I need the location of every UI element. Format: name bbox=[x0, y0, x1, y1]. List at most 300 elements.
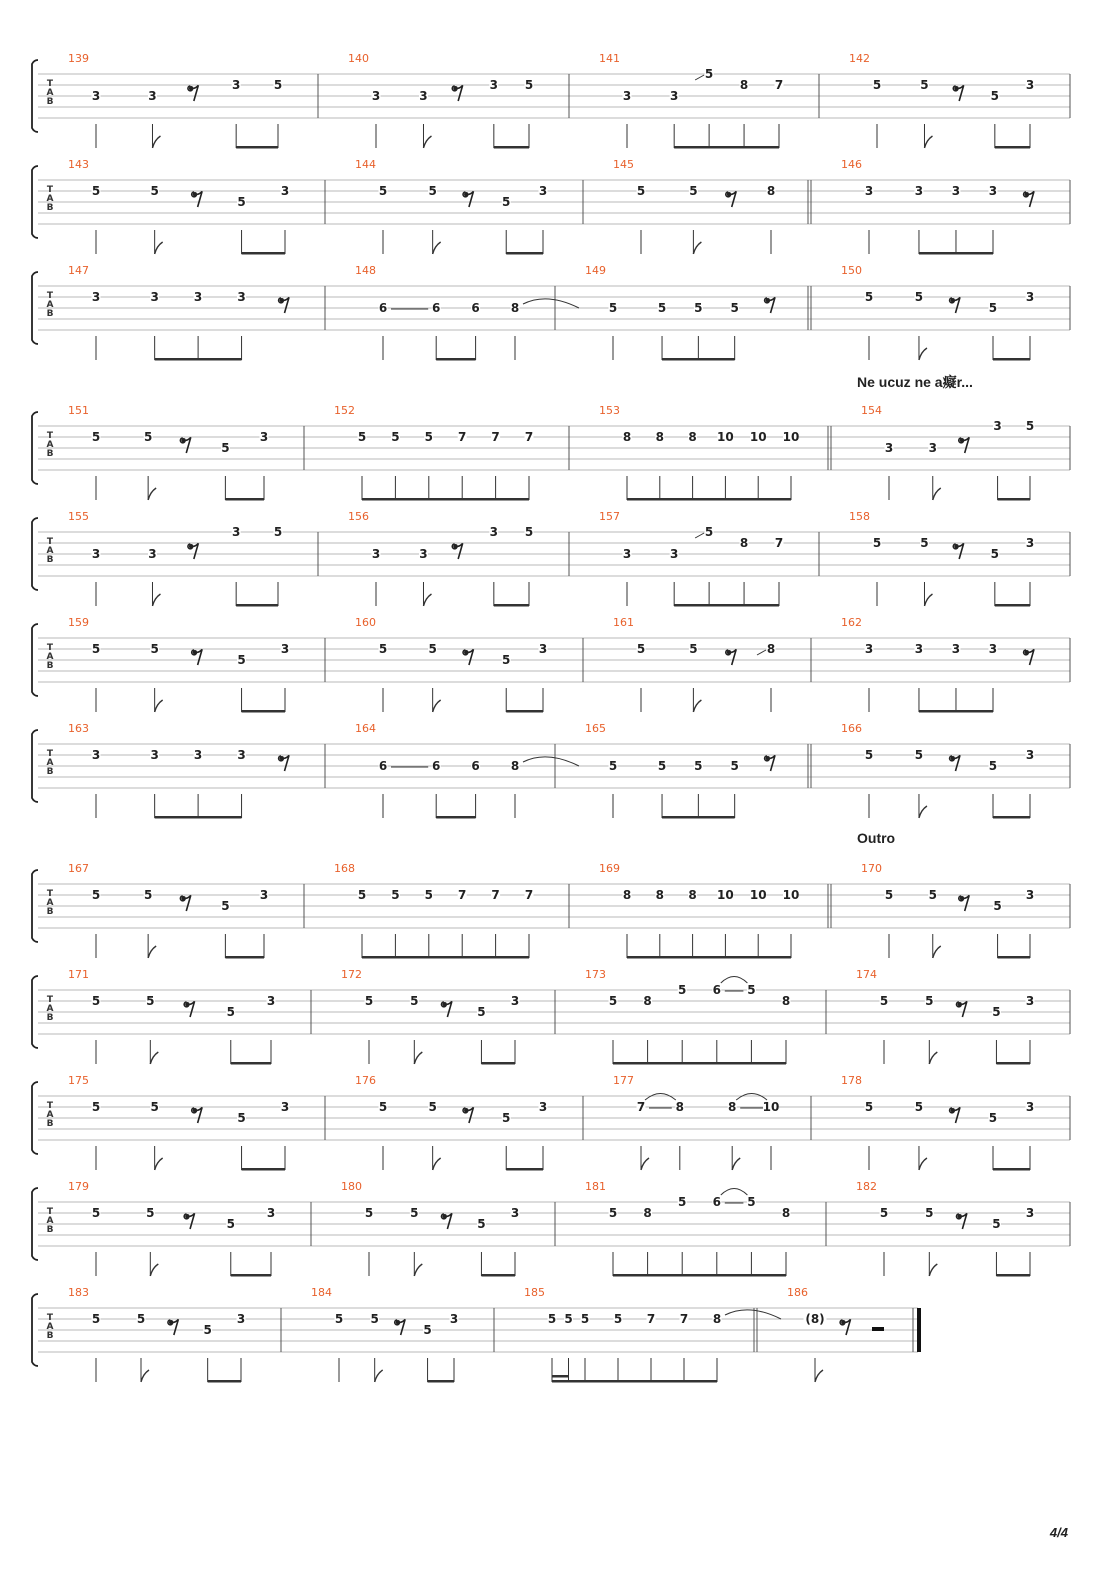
measure bbox=[856, 968, 1070, 1065]
tab-clef-letter: T bbox=[46, 431, 54, 441]
tab-note bbox=[1026, 888, 1035, 958]
tab-note bbox=[1026, 994, 1035, 1064]
fret-number: 5 bbox=[91, 1312, 101, 1326]
tab-note bbox=[728, 1100, 737, 1170]
measure-number: 175 bbox=[68, 1074, 89, 1087]
measure bbox=[68, 1180, 311, 1277]
tab-note bbox=[680, 1312, 689, 1382]
tab-note bbox=[150, 290, 159, 360]
eighth-flag bbox=[155, 700, 163, 712]
tab-clef-letter: T bbox=[46, 749, 54, 759]
measure bbox=[585, 722, 811, 819]
tab-note bbox=[525, 78, 534, 148]
tab-note bbox=[260, 430, 269, 500]
eighth-flag bbox=[148, 946, 156, 958]
fret-number: 7 bbox=[491, 888, 500, 902]
measure bbox=[348, 510, 569, 607]
tab-clef-letter: B bbox=[46, 1331, 54, 1341]
measure bbox=[355, 158, 583, 255]
fret-number: 3 bbox=[148, 89, 157, 103]
fret-number: 3 bbox=[1025, 1206, 1035, 1220]
beam bbox=[995, 604, 1030, 607]
tab-note bbox=[988, 642, 997, 712]
tie bbox=[725, 1310, 781, 1319]
tab-clef-letter: A bbox=[46, 758, 54, 768]
measure bbox=[841, 722, 1070, 819]
eighth-flag bbox=[933, 946, 941, 958]
fret-number: 5 bbox=[730, 301, 739, 315]
fret-number: 3 bbox=[193, 748, 203, 762]
tab-note bbox=[782, 1206, 791, 1276]
beam bbox=[236, 146, 278, 149]
slide-in bbox=[695, 533, 704, 538]
tab-clef-letter: A bbox=[46, 898, 54, 908]
beam bbox=[662, 358, 735, 361]
tab-system bbox=[32, 968, 1070, 1065]
measure bbox=[68, 52, 318, 149]
beam bbox=[208, 1380, 241, 1383]
fret-number: 3 bbox=[1025, 748, 1035, 762]
tab-system bbox=[32, 264, 1070, 361]
fret-number: 5 bbox=[988, 759, 998, 773]
fret-number: 5 bbox=[226, 1005, 235, 1019]
fret-number: 8 bbox=[655, 430, 664, 444]
fret-number: 5 bbox=[143, 888, 153, 902]
fret-number: 3 bbox=[91, 748, 101, 762]
fret-number: 3 bbox=[988, 184, 998, 198]
measure-number: 142 bbox=[849, 52, 870, 65]
fret-number: (8) bbox=[805, 1312, 825, 1326]
measure bbox=[68, 1286, 281, 1383]
tab-clef-letter: T bbox=[46, 291, 54, 301]
fret-number: 8 bbox=[643, 994, 652, 1008]
fret-number: 5 bbox=[424, 430, 433, 444]
tab-note bbox=[647, 1312, 656, 1382]
tab-note bbox=[358, 888, 367, 958]
fret-number: 3 bbox=[91, 89, 101, 103]
eighth-flag bbox=[375, 1370, 383, 1382]
fret-number: 5 bbox=[547, 1312, 557, 1326]
tab-note bbox=[873, 78, 882, 148]
fret-number: 3 bbox=[538, 1100, 548, 1114]
tab-note bbox=[637, 184, 646, 254]
tab-note bbox=[763, 1100, 780, 1170]
eighth-flag bbox=[919, 806, 927, 818]
tab-clef-letter: A bbox=[46, 1004, 54, 1014]
tie bbox=[523, 757, 579, 766]
eighth-flag bbox=[423, 136, 431, 148]
fret-number: 5 bbox=[872, 78, 882, 92]
fret-number: 5 bbox=[357, 888, 367, 902]
tab-clef-letter: A bbox=[46, 194, 54, 204]
fret-number: 3 bbox=[864, 184, 874, 198]
fret-number: 7 bbox=[774, 536, 784, 550]
beam bbox=[613, 1062, 786, 1065]
tab-note bbox=[92, 1100, 101, 1170]
fret-number: 5 bbox=[928, 888, 937, 902]
eighth-flag bbox=[152, 594, 160, 606]
tab-note bbox=[424, 430, 433, 500]
fret-number: 5 bbox=[378, 642, 388, 656]
tab-system bbox=[32, 52, 1070, 149]
half-rest bbox=[872, 1327, 884, 1331]
tab-system bbox=[32, 510, 1070, 607]
measure-number: 179 bbox=[68, 1180, 89, 1193]
fret-number: 5 bbox=[613, 1312, 623, 1326]
measure-number: 170 bbox=[861, 862, 882, 875]
tab-note bbox=[489, 78, 498, 148]
eighth-flag bbox=[933, 488, 941, 500]
fret-number: 5 bbox=[747, 1195, 756, 1209]
beam bbox=[674, 146, 779, 149]
fret-number: 5 bbox=[990, 89, 1000, 103]
fret-number: 3 bbox=[951, 642, 961, 656]
fret-number: 6 bbox=[432, 759, 441, 773]
tab-clef-letter: B bbox=[46, 661, 54, 671]
tab-note bbox=[92, 184, 101, 254]
eighth-flag bbox=[732, 1158, 740, 1170]
tab-clef-letter: T bbox=[46, 643, 54, 653]
beam bbox=[996, 1274, 1030, 1277]
tab-note bbox=[655, 430, 664, 500]
fret-number: 5 bbox=[704, 67, 714, 81]
eighth-flag bbox=[141, 1370, 149, 1382]
beam bbox=[225, 956, 264, 959]
fret-number: 8 bbox=[739, 78, 749, 92]
fret-number: 3 bbox=[622, 89, 632, 103]
fret-number: 5 bbox=[477, 1005, 486, 1019]
measure bbox=[68, 722, 325, 819]
slur bbox=[721, 1189, 748, 1196]
tab-note bbox=[713, 1312, 722, 1382]
fret-number: 3 bbox=[928, 441, 937, 455]
final-barline bbox=[917, 1308, 921, 1352]
measure bbox=[68, 968, 311, 1065]
system-bracket bbox=[32, 1082, 38, 1154]
measure-number: 166 bbox=[841, 722, 862, 735]
fret-number: 5 bbox=[608, 301, 618, 315]
fret-number: 10 bbox=[782, 430, 800, 444]
fret-number: 3 bbox=[266, 1206, 276, 1220]
tab-note bbox=[865, 642, 874, 712]
fret-number: 5 bbox=[992, 1005, 1001, 1019]
tab-note bbox=[717, 430, 734, 500]
measure-number: 185 bbox=[524, 1286, 545, 1299]
tab-note bbox=[609, 994, 618, 1064]
beam bbox=[231, 1062, 271, 1065]
slur bbox=[645, 1094, 676, 1101]
measure-number: 156 bbox=[348, 510, 369, 523]
tab-note bbox=[914, 748, 923, 818]
beam bbox=[494, 146, 529, 149]
measure-number: 148 bbox=[355, 264, 376, 277]
fret-number: 5 bbox=[410, 994, 419, 1008]
eighth-flag bbox=[155, 1158, 163, 1170]
fret-number: 5 bbox=[428, 642, 437, 656]
fret-number: 5 bbox=[884, 888, 894, 902]
fret-number: 5 bbox=[689, 642, 698, 656]
fret-number: 5 bbox=[694, 759, 703, 773]
fret-number: 8 bbox=[688, 430, 697, 444]
tab-note bbox=[150, 184, 159, 254]
fret-number: 3 bbox=[951, 184, 961, 198]
tab-note bbox=[914, 1100, 923, 1170]
fret-number: 3 bbox=[371, 547, 381, 561]
measure-number: 186 bbox=[787, 1286, 808, 1299]
fret-number: 6 bbox=[378, 301, 388, 315]
tab-note bbox=[358, 430, 367, 500]
slide-in bbox=[695, 75, 704, 80]
tab-clef-letter: B bbox=[46, 555, 54, 565]
measure bbox=[68, 158, 325, 255]
fret-number: 5 bbox=[502, 195, 511, 209]
fret-number: 5 bbox=[273, 525, 283, 539]
beam bbox=[236, 604, 278, 607]
tab-note bbox=[491, 888, 500, 958]
fret-number: 3 bbox=[993, 419, 1002, 433]
fret-number: 7 bbox=[491, 430, 500, 444]
fret-number: 5 bbox=[864, 1100, 874, 1114]
measure-number: 159 bbox=[68, 616, 89, 629]
eighth-flag bbox=[423, 594, 431, 606]
fret-number: 5 bbox=[524, 525, 534, 539]
tab-note bbox=[274, 78, 283, 148]
system-bracket bbox=[32, 60, 38, 132]
measure-number: 155 bbox=[68, 510, 89, 523]
fret-number: 5 bbox=[91, 430, 101, 444]
fret-number: 3 bbox=[914, 184, 924, 198]
tab-clef-letter: A bbox=[46, 1216, 54, 1226]
measure bbox=[355, 616, 583, 713]
tab-note bbox=[914, 184, 923, 254]
fret-number: 8 bbox=[643, 1206, 652, 1220]
tab-clef-letter: T bbox=[46, 1101, 54, 1111]
measure-number: 162 bbox=[841, 616, 862, 629]
fret-number: 3 bbox=[538, 642, 548, 656]
measure-number: 168 bbox=[334, 862, 355, 875]
fret-number: 3 bbox=[259, 888, 269, 902]
fret-number: 3 bbox=[91, 547, 101, 561]
fret-number: 8 bbox=[712, 1312, 722, 1326]
tab-clef-letter: B bbox=[46, 1119, 54, 1129]
fret-number: 6 bbox=[712, 1195, 721, 1209]
fret-number: 7 bbox=[646, 1312, 656, 1326]
tab-note bbox=[1026, 536, 1035, 606]
fret-number: 5 bbox=[914, 748, 924, 762]
fret-number: 5 bbox=[370, 1312, 379, 1326]
measure-number: 183 bbox=[68, 1286, 89, 1299]
beam bbox=[919, 710, 993, 713]
fret-number: 5 bbox=[580, 1312, 590, 1326]
tab-note bbox=[865, 184, 874, 254]
fret-number: 3 bbox=[510, 994, 520, 1008]
fret-number: 3 bbox=[150, 748, 159, 762]
fret-number: 3 bbox=[988, 642, 998, 656]
tab-note bbox=[1026, 748, 1035, 818]
measure bbox=[68, 1074, 325, 1171]
fret-number: 5 bbox=[608, 994, 618, 1008]
fret-number: 5 bbox=[636, 642, 646, 656]
measure-number: 182 bbox=[856, 1180, 877, 1193]
measure bbox=[348, 52, 569, 149]
measure-number: 178 bbox=[841, 1074, 862, 1087]
tab-note bbox=[237, 748, 246, 818]
tab-note bbox=[865, 748, 874, 818]
tab-note bbox=[428, 184, 437, 254]
fret-number: 10 bbox=[782, 888, 800, 902]
beam bbox=[506, 1168, 543, 1171]
fret-number: 5 bbox=[364, 1206, 374, 1220]
fret-number: 5 bbox=[334, 1312, 344, 1326]
measure-number: 167 bbox=[68, 862, 89, 875]
tab-note bbox=[150, 1100, 159, 1170]
measure-number: 147 bbox=[68, 264, 89, 277]
fret-number: 5 bbox=[357, 430, 367, 444]
tab-clef-letter: T bbox=[46, 995, 54, 1005]
measure bbox=[599, 510, 819, 607]
eighth-flag bbox=[150, 1264, 158, 1276]
system-bracket bbox=[32, 624, 38, 696]
eighth-flag bbox=[919, 1158, 927, 1170]
fret-number: 5 bbox=[428, 1100, 437, 1114]
measure bbox=[311, 1286, 494, 1383]
fret-number: 5 bbox=[146, 994, 155, 1008]
eighth-flag bbox=[919, 348, 927, 360]
tab-note bbox=[782, 994, 791, 1064]
tab-note bbox=[783, 888, 800, 958]
fret-number: 5 bbox=[423, 1323, 432, 1337]
tab-note bbox=[775, 78, 784, 148]
fret-number: 3 bbox=[259, 430, 269, 444]
tab-note bbox=[194, 290, 203, 360]
page-number: 4/4 bbox=[1049, 1525, 1068, 1540]
tab-note bbox=[655, 888, 664, 958]
fret-number: 10 bbox=[749, 430, 767, 444]
section-label-chorus: Ne ucuz ne a癡r... bbox=[857, 374, 973, 390]
measure-number: 181 bbox=[585, 1180, 606, 1193]
tab-note bbox=[281, 1100, 290, 1170]
fret-number: 3 bbox=[1025, 536, 1035, 550]
fret-number: 3 bbox=[237, 290, 246, 304]
tab-note bbox=[1026, 290, 1035, 360]
tab-note bbox=[458, 888, 467, 958]
measure bbox=[787, 1286, 921, 1382]
tab-note bbox=[1026, 1100, 1035, 1170]
tab-note bbox=[783, 430, 800, 500]
beam bbox=[998, 498, 1030, 501]
measure bbox=[355, 722, 579, 819]
fret-number: 5 bbox=[564, 1312, 573, 1326]
fret-number: 3 bbox=[669, 547, 679, 561]
fret-number: 5 bbox=[91, 1206, 101, 1220]
fret-number: 8 bbox=[510, 759, 520, 773]
eighth-flag bbox=[929, 1052, 937, 1064]
fret-number: 3 bbox=[419, 89, 428, 103]
eighth-flag bbox=[924, 136, 932, 148]
system-bracket bbox=[32, 518, 38, 590]
fret-number: 5 bbox=[226, 1217, 235, 1231]
fret-number: 5 bbox=[914, 290, 924, 304]
tab-note bbox=[410, 994, 419, 1064]
tab-note bbox=[920, 78, 929, 148]
fret-number: 5 bbox=[477, 1217, 486, 1231]
measure-number: 171 bbox=[68, 968, 89, 981]
tab-system bbox=[32, 1180, 1070, 1277]
tab-note bbox=[281, 184, 290, 254]
fret-number: 5 bbox=[91, 184, 101, 198]
eighth-flag bbox=[433, 242, 441, 254]
beam bbox=[506, 710, 543, 713]
fret-number: 5 bbox=[410, 1206, 419, 1220]
tab-clef-letter: B bbox=[46, 907, 54, 917]
tab-clef-letter: B bbox=[46, 767, 54, 777]
tab-note bbox=[1026, 78, 1035, 148]
tab-note bbox=[775, 536, 784, 606]
beam bbox=[919, 252, 993, 255]
tab-note bbox=[865, 1100, 874, 1170]
tab-note bbox=[391, 888, 400, 958]
fret-number: 3 bbox=[236, 1312, 246, 1326]
fret-number: 3 bbox=[884, 441, 894, 455]
measure bbox=[861, 862, 1070, 959]
beam bbox=[481, 1062, 515, 1065]
fret-number: 3 bbox=[1025, 994, 1035, 1008]
measure bbox=[613, 1074, 811, 1170]
tab-note bbox=[379, 184, 388, 254]
fret-number: 5 bbox=[872, 536, 882, 550]
tab-note bbox=[548, 1312, 557, 1382]
measure bbox=[585, 1180, 826, 1277]
fret-number: 8 bbox=[739, 536, 749, 550]
fret-number: 10 bbox=[749, 888, 767, 902]
fret-number: 5 bbox=[864, 290, 874, 304]
tab-note bbox=[379, 642, 388, 712]
tab-note bbox=[365, 994, 374, 1064]
tab-clef-letter: B bbox=[46, 309, 54, 319]
measure-number: 173 bbox=[585, 968, 606, 981]
eighth-flag bbox=[433, 700, 441, 712]
tab-note bbox=[689, 184, 698, 254]
tab-system bbox=[32, 404, 1070, 501]
tab-clef-letter: B bbox=[46, 1225, 54, 1235]
fret-number: 3 bbox=[510, 1206, 520, 1220]
measure bbox=[68, 264, 325, 361]
tab-note bbox=[144, 888, 153, 958]
measure bbox=[341, 1180, 555, 1277]
eighth-flag bbox=[815, 1370, 823, 1382]
beam bbox=[231, 1274, 271, 1277]
tab-note bbox=[458, 430, 467, 500]
fret-number: 5 bbox=[689, 184, 698, 198]
fret-number: 8 bbox=[766, 642, 776, 656]
tab-note bbox=[428, 1100, 437, 1170]
fret-number: 8 bbox=[781, 994, 791, 1008]
tab-system bbox=[32, 862, 1070, 959]
tab-note bbox=[928, 888, 937, 958]
fret-number: 3 bbox=[280, 184, 290, 198]
tab-note bbox=[511, 994, 520, 1064]
measure bbox=[841, 616, 1070, 713]
tab-note bbox=[379, 1100, 388, 1170]
tab-note bbox=[92, 1312, 101, 1382]
fret-number: 5 bbox=[391, 888, 400, 902]
tab-note bbox=[767, 642, 776, 712]
measure bbox=[599, 404, 831, 501]
fret-number: 3 bbox=[1025, 888, 1035, 902]
tab-note bbox=[281, 642, 290, 712]
tab-note bbox=[92, 748, 101, 818]
tab-note bbox=[260, 888, 269, 958]
